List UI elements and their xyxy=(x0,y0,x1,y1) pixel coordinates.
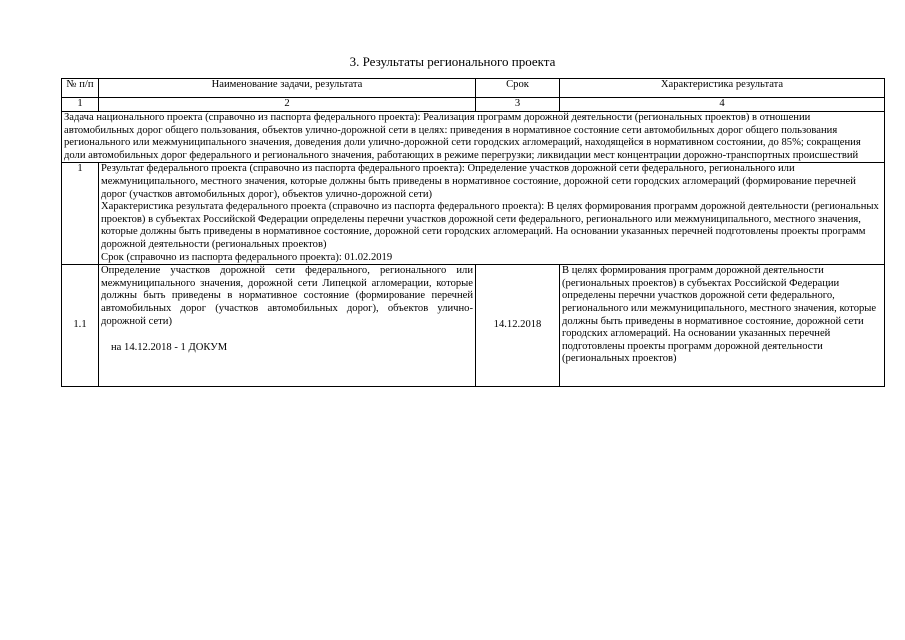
page-title: 3. Результаты регионального проекта xyxy=(349,54,556,69)
results-table xyxy=(61,78,885,387)
federal-result-number: 1 xyxy=(62,163,99,265)
row-name: Определение участков дорожной сети федерального, регионального или межмуниципального значения, дорожной сети Липецкой агломерации, которые должны быть приведены в нормативное состояние (формирование перечней автомобильных дорог (участков автомобильных дорог), объектов улично-дорожной сети) xyxy=(101,265,473,327)
header-characteristic: Характеристика результата xyxy=(560,79,885,98)
column-number-1: 1 xyxy=(62,98,99,112)
row-number: 1.1 xyxy=(62,265,99,387)
row-name-cell xyxy=(99,265,476,387)
row-characteristic-cell xyxy=(560,265,885,387)
row-deadline: 14.12.2018 xyxy=(476,265,560,387)
column-number-3: 3 xyxy=(476,98,560,112)
row-document-note: на 14.12.2018 - 1 ДОКУМ xyxy=(111,342,228,354)
national-task-text: Задача национального проекта (справочно из паспорта федерального проекта): Реализация программ дорожной деятельности (региональных проектов) в отношении автомобильных дорог общего пользования, объектов улично-дорожной сети в целях: приведения в нормативное состояние сети автомобильных дорог общего пользования регионального или межмуниципального значения, доведения доли улично-дорожной сети городских агломераций, находящейся в нормативном состоянии, до 85%; сокращения доли автомобильных дорог федерального и регионального значения, работающих в режиме перегрузки; ликвидации мест концентрации дорожно-транспортных происшествий xyxy=(62,112,885,163)
row-characteristic: В целях формирования программ дорожной деятельности (региональных проектов) в субъектах Российской Федерации определены перечни участков дорожной сети федерального, регионального или межмуниципального, местного значения, которые должны быть приведены в нормативное состояние, дорожной сети городских агломераций. На основании указанных перечней подготовлены проекты программ дорожной деятельности (региональных проектов) xyxy=(562,265,877,365)
column-number-4: 4 xyxy=(560,98,885,112)
federal-result-row xyxy=(62,163,885,265)
column-numbers-row xyxy=(62,98,885,112)
federal-result-characteristic: Характеристика результата федерального проекта (справочно из паспорта федерального проекта): В целях формирования программ дорожной деятельности (региональных проектов) в субъектах Российской Федерации определены перечни участков дорожной сети федерального, регионального или межмуниципального, местного значения, которые должны быть приведены в нормативное состояние, дорожной сети городских агломераций. На основании указанных перечней подготовлены проекты программ дорожной деятельности (региональных проектов) xyxy=(101,201,879,250)
header-number: № п/п xyxy=(62,79,99,98)
federal-result-deadline: Срок (справочно из паспорта федерального проекта): 01.02.2019 xyxy=(101,251,393,263)
header-deadline: Срок xyxy=(476,79,560,98)
federal-result-cell xyxy=(99,163,885,265)
column-number-2: 2 xyxy=(99,98,476,112)
table-row xyxy=(62,265,885,387)
national-task-row xyxy=(62,112,885,163)
table-header-row xyxy=(62,79,885,98)
header-name: Наименование задачи, результата xyxy=(99,79,476,98)
federal-result-text: Результат федерального проекта (справочно из паспорта федерального проекта): Определение участков дорожной сети федерального, регионального или межмуниципального, местного значения, которые должны быть приведены в нормативное состояние, дорожной сети городских агломераций (формирование перечней дорог (участков автомобильных дорог), объектов улично-дорожной сети) xyxy=(101,163,856,200)
